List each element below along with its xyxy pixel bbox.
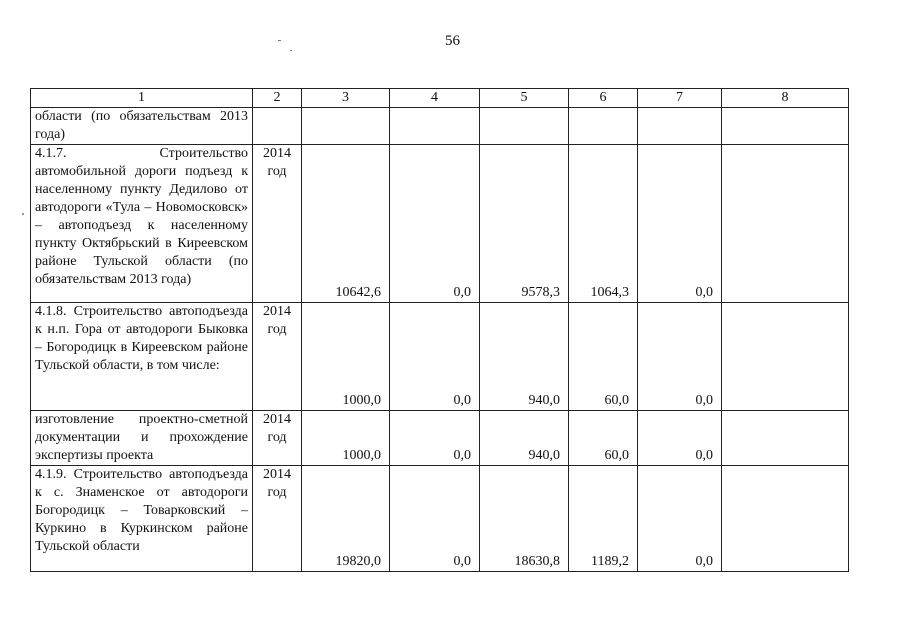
cell-col3 bbox=[302, 108, 390, 145]
cell-col5: 940,0 bbox=[480, 411, 569, 466]
cell-col5: 18630,8 bbox=[480, 466, 569, 572]
cell-col7: 0,0 bbox=[638, 303, 722, 411]
row-description: 4.1.8. Строительство автоподъезда к н.п. Гора от автодороги Быковка – Богородицк в Киреевском районе Тульской области, в том числе: bbox=[31, 303, 253, 411]
cell-col4: 0,0 bbox=[390, 466, 480, 572]
cell-col3: 1000,0 bbox=[302, 411, 390, 466]
cell-col6: 1189,2 bbox=[569, 466, 638, 572]
cell-col6 bbox=[569, 108, 638, 145]
cell-col8 bbox=[722, 411, 849, 466]
cell-col8 bbox=[722, 466, 849, 572]
page-number: 56 bbox=[445, 33, 460, 49]
table-row bbox=[31, 108, 849, 145]
cell-col5 bbox=[480, 108, 569, 145]
scan-speck bbox=[290, 50, 292, 51]
cell-col7: 0,0 bbox=[638, 145, 722, 303]
row-year: 2014 год bbox=[253, 411, 302, 466]
row-description: 4.1.7. Строительство автомобильной дороги подъезд к населенному пункту Дедилово от автодороги «Тула – Новомосковск» – автоподъезд к населенному пункту Октябрьский в Киреевском районе Тульской области (по обязательствам 2013 года) bbox=[31, 145, 253, 303]
column-header: 1 bbox=[31, 89, 253, 108]
cell-col4 bbox=[390, 108, 480, 145]
cell-col5: 940,0 bbox=[480, 303, 569, 411]
row-description: изготовление проектно-сметной документации и прохождение экспертизы проекта bbox=[31, 411, 253, 466]
cell-col8 bbox=[722, 303, 849, 411]
cell-col4: 0,0 bbox=[390, 411, 480, 466]
column-header: 2 bbox=[253, 89, 302, 108]
row-year: 2014 год bbox=[253, 145, 302, 303]
table-row bbox=[31, 145, 849, 303]
table-row bbox=[31, 303, 849, 411]
row-year: 2014 год bbox=[253, 303, 302, 411]
cell-col6: 60,0 bbox=[569, 303, 638, 411]
column-header: 4 bbox=[390, 89, 480, 108]
cell-col4: 0,0 bbox=[390, 145, 480, 303]
cell-col3: 10642,6 bbox=[302, 145, 390, 303]
cell-col3: 1000,0 bbox=[302, 303, 390, 411]
cell-col8 bbox=[722, 145, 849, 303]
row-description: 4.1.9. Строительство автоподъезда к с. Знаменское от автодороги Богородицк – Товарковский – Куркино в Куркинском районе Тульской области bbox=[31, 466, 253, 572]
cell-col6: 1064,3 bbox=[569, 145, 638, 303]
cell-col6: 60,0 bbox=[569, 411, 638, 466]
cell-col5: 9578,3 bbox=[480, 145, 569, 303]
row-year bbox=[253, 108, 302, 145]
column-header: 8 bbox=[722, 89, 849, 108]
cell-col4: 0,0 bbox=[390, 303, 480, 411]
cell-col7 bbox=[638, 108, 722, 145]
table-header-row bbox=[31, 89, 849, 108]
column-header: 5 bbox=[480, 89, 569, 108]
scan-speck bbox=[278, 40, 281, 41]
row-description: области (по обязательствам 2013 года) bbox=[31, 108, 253, 145]
column-header: 6 bbox=[569, 89, 638, 108]
cell-col3: 19820,0 bbox=[302, 466, 390, 572]
table-row bbox=[31, 466, 849, 572]
column-header: 7 bbox=[638, 89, 722, 108]
cell-col7: 0,0 bbox=[638, 411, 722, 466]
cell-col8 bbox=[722, 108, 849, 145]
column-header: 3 bbox=[302, 89, 390, 108]
cell-col7: 0,0 bbox=[638, 466, 722, 572]
row-year: 2014 год bbox=[253, 466, 302, 572]
budget-table bbox=[30, 88, 849, 572]
scan-speck bbox=[22, 213, 24, 215]
table-row bbox=[31, 411, 849, 466]
